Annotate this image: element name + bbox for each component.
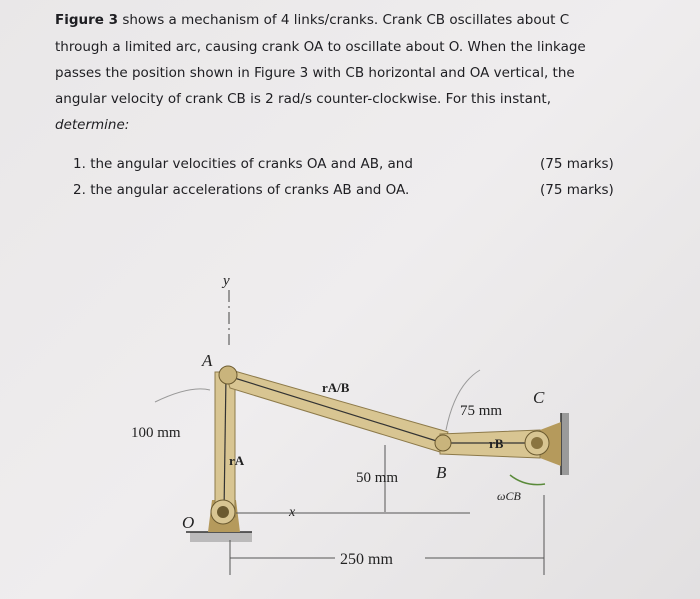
omega-arrow [510, 475, 545, 485]
problem-line-2: through a limited arc, causing crank OA to oscillate about O. When the linkage [55, 39, 586, 55]
arc-CB [446, 370, 480, 430]
arc-OA [155, 389, 210, 402]
problem-line-4: angular velocity of crank CB is 2 rad/s counter-clockwise. For this instant, [55, 91, 551, 107]
vec-rAB-label: rA/B [322, 380, 350, 395]
dim-OA-label: 100 mm [131, 425, 181, 441]
question-text: the angular velocities of cranks OA and AB, and [90, 156, 413, 172]
question-2-marks: (75 marks) [540, 182, 614, 198]
y-axis-label: y [223, 273, 230, 289]
point-O-label: O [182, 513, 195, 532]
point-C-label: C [533, 388, 545, 407]
dim-height-label: 50 mm [356, 470, 399, 486]
pin-A [219, 366, 237, 384]
omega-label: ωCB [497, 489, 521, 503]
pin-B [435, 435, 451, 451]
point-B-label: B [436, 463, 447, 482]
question-number: 1. [73, 156, 86, 172]
problem-line-3: passes the position shown in Figure 3 with CB horizontal and OA vertical, the [55, 65, 575, 81]
point-A-label: A [202, 351, 213, 370]
wall [561, 413, 569, 475]
dim-CB-label: 75 mm [460, 403, 503, 419]
ground-hatch [190, 532, 252, 542]
dim-width-label: 250 mm [340, 551, 393, 568]
question-text: the angular accelerations of cranks AB and OA. [90, 182, 410, 198]
vec-rB-label: rB [489, 436, 504, 451]
problem-line-5: determine: [55, 117, 130, 133]
question-number: 2. [73, 182, 86, 198]
question-1-marks: (75 marks) [540, 156, 614, 172]
vec-rA-label: rA [229, 453, 245, 468]
figure-ref: Figure 3 [55, 12, 119, 28]
x-axis-label: x [289, 505, 296, 520]
problem-text: shows a mechanism of 4 links/cranks. Crank CB oscillates about C [118, 12, 570, 28]
